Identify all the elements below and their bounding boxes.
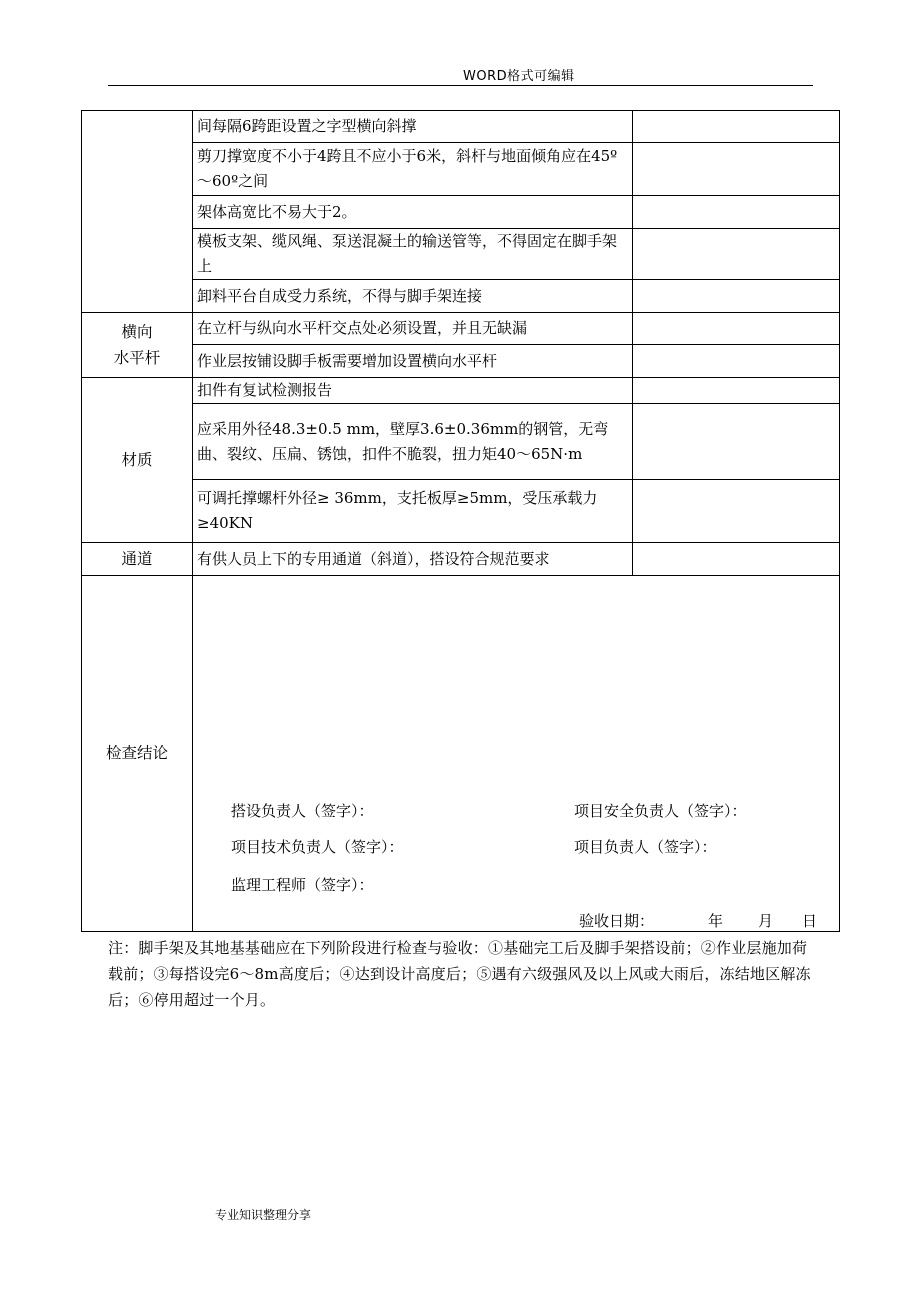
requirement-cell: 应采用外径48.3±0.5 mm，壁厚3.6±0.36mm的钢管，无弯曲、裂纹、压扁、锈蚀，扣件不脆裂，扭力矩40～65N·m xyxy=(193,404,633,480)
requirement-cell: 架体高宽比不易大于2。 xyxy=(193,196,633,229)
date-month-label: 月 xyxy=(758,912,774,930)
requirement-cell: 可调托撑螺杆外径≥ 36mm，支托板厚≥5mm，受压承载力≥40KN xyxy=(193,480,633,543)
supervisor-signature-label: 监理工程师（签字）： xyxy=(231,876,374,894)
category-label: 水平杆 xyxy=(113,349,161,367)
result-cell[interactable] xyxy=(633,229,840,280)
requirement-cell: 有供人员上下的专用通道（斜道），搭设符合规范要求 xyxy=(193,543,633,576)
requirement-cell: 扣件有复试检测报告 xyxy=(193,378,633,404)
result-cell[interactable] xyxy=(633,313,840,345)
category-label: 横向 xyxy=(121,323,153,341)
table-row xyxy=(82,196,840,229)
result-cell[interactable] xyxy=(633,143,840,196)
result-cell[interactable] xyxy=(633,345,840,378)
requirement-cell: 间每隔6跨距设置之字型横向斜撑 xyxy=(193,111,633,143)
table-row xyxy=(82,345,840,378)
table-row xyxy=(82,404,840,480)
tech-lead-signature-label: 项目技术负责人（签字）： xyxy=(231,838,404,856)
table-row xyxy=(82,143,840,196)
requirement-cell: 卸料平台自成受力系统，不得与脚手架连接 xyxy=(193,280,633,313)
requirement-cell: 模板支架、缆风绳、泵送混凝土的输送管等，不得固定在脚手架上 xyxy=(193,229,633,280)
category-cell-transverse-bar xyxy=(82,313,193,378)
result-cell[interactable] xyxy=(633,404,840,480)
requirement-cell: 在立杆与纵向水平杆交点处必须设置，并且无缺漏 xyxy=(193,313,633,345)
result-cell[interactable] xyxy=(633,543,840,576)
table-row xyxy=(82,543,840,576)
category-cell-bracing xyxy=(82,111,193,313)
table-row xyxy=(82,280,840,313)
conclusion-cell[interactable] xyxy=(193,576,840,932)
result-cell[interactable] xyxy=(633,196,840,229)
table-row xyxy=(82,378,840,404)
table-row xyxy=(82,480,840,543)
acceptance-date-label: 验收日期： xyxy=(579,912,655,930)
date-day-label: 日 xyxy=(802,912,818,930)
conclusion-label-cell: 检查结论 xyxy=(82,576,193,932)
result-cell[interactable] xyxy=(633,378,840,404)
inspection-note: 注：脚手架及其地基基础应在下列阶段进行检查与验收：①基础完工后及脚手架搭设前；②作业层施加荷载前；③每搭设完6～8m高度后；④达到设计高度后；⑤遇有六级强风及以上风或大雨后，冻结地区解冻后；⑥停用超过一个月。 xyxy=(108,939,811,1009)
header-rule xyxy=(108,85,813,86)
table-row xyxy=(82,313,840,345)
result-cell[interactable] xyxy=(633,111,840,143)
requirement-cell: 剪刀撑宽度不小于4跨且不应小于6米，斜杆与地面倾角应在45º～60º之间 xyxy=(193,143,633,196)
requirement-cell: 作业层按铺设脚手板需要增加设置横向水平杆 xyxy=(193,345,633,378)
erector-signature-label: 搭设负责人（签字）： xyxy=(231,802,374,820)
page-header-text: WORD格式可编辑 xyxy=(463,69,575,84)
category-cell-material: 材质 xyxy=(82,378,193,543)
page-footer-text: 专业知识整理分享 xyxy=(215,1208,312,1222)
conclusion-row xyxy=(82,576,840,932)
result-cell[interactable] xyxy=(633,280,840,313)
date-year-label: 年 xyxy=(708,912,724,930)
project-manager-signature-label: 项目负责人（签字）： xyxy=(574,838,717,856)
category-cell-passage: 通道 xyxy=(82,543,193,576)
table-row xyxy=(82,229,840,280)
inspection-table xyxy=(81,110,840,932)
table-row xyxy=(82,111,840,143)
result-cell[interactable] xyxy=(633,480,840,543)
safety-lead-signature-label: 项目安全负责人（签字）： xyxy=(574,802,747,820)
